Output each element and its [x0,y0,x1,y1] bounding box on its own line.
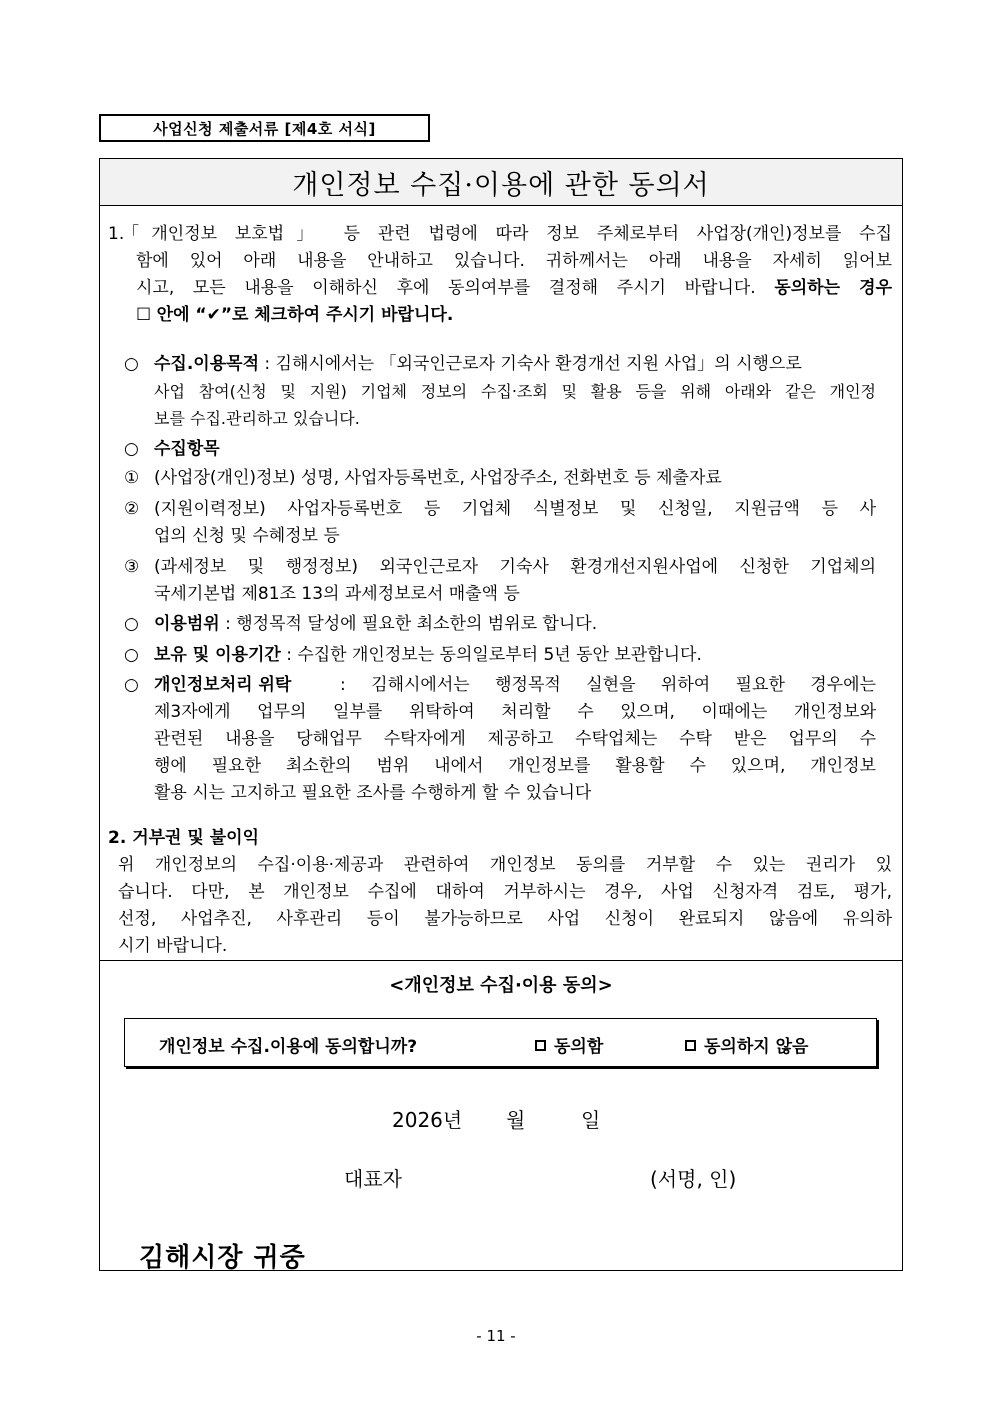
collect-item-1 [124,465,722,492]
intro-line-1: 「개인정보 보호법」 등 관련 법령에 따라 정보 주체로부터 사업장(개인)정보를 수집 [122,224,892,244]
collect-item-3-line-2: 국세기본법 제81조 13의 과세정보로서 매출액 등 [154,584,520,604]
intro-line-4 [136,302,453,329]
retention-label: 보유 및 이용기간 [154,645,281,665]
disagree-option[interactable] [685,1032,808,1057]
intro-line-3-bold: 동의하는 경우 [774,278,893,298]
date-month: 월 [506,1108,526,1132]
intro-line-4-bold: 안에 “✔”로 체크하여 주시기 바랍니다. [156,305,454,325]
outsource-line-2: 제3자에게 업무의 일부를 위탁하여 처리할 수 있으며, 이때에는 개인정보와 [154,702,876,722]
outsource-line-5: 활용 시는 고지하고 필요한 조사를 수행하게 할 수 있습니다 [154,783,592,803]
intro-line-2: 함에 있어 아래 내용을 안내하고 있습니다. 귀하께서는 아래 내용을 자세히 읽어보 [136,251,892,271]
collect-item-2-line-1: (지원이력정보) 사업자등록번호 등 기업체 식별정보 및 신청일, 지원금액 등 사 [154,499,876,519]
consent-question-box [124,1018,877,1067]
section2-line-3: 선정, 사업추진, 사후관리 등이 불가능하므로 사업 신청이 완료되지 않음에 유의하 [118,909,892,929]
collect-label: 수집항목 [154,439,220,459]
page-number: - 11 - [476,1327,516,1345]
circle-bullet: ○ [124,354,139,374]
addressee: 김해시장 귀중 [139,1243,306,1273]
outsource-line-4: 행에 필요한 최소한의 범위 내에서 개인정보를 활용할 수 있으며, 개인정보 [154,756,876,776]
circle-bullet: ○ [124,675,139,695]
collect-item-1-text: (사업장(개인)정보) 성명, 사업자등록번호, 사업장주소, 전화번호 등 제출자료 [154,468,722,488]
checkbox-symbol: ☐ [136,305,152,325]
section2-line-2: 습니다. 다만, 본 개인정보 수집에 대하여 거부하시는 경우, 사업 신청자격 검토, 평가, [118,882,892,902]
consent-form [99,158,903,1271]
consent-question: 개인정보 수집.이용에 동의합니까? [159,1037,418,1057]
agree-option[interactable] [535,1032,603,1057]
scope-label: 이용범위 [154,614,220,634]
number-mark-2: ② [124,499,140,519]
scope-text: : 행정목적 달성에 필요한 최소한의 범위로 합니다. [225,614,598,634]
number-mark-1: ① [124,468,140,488]
purpose-line-2: 사업 참여(신청 및 지원) 기업체 정보의 수집‧조회 및 활용 등을 위해 아래와 같은 개인정 [154,382,876,401]
agree-checkbox[interactable] [535,1040,546,1051]
scope-item [124,611,597,638]
collect-item-3 [124,554,154,581]
number-mark-3: ③ [124,557,140,577]
retention-item [124,642,702,669]
agree-label: 동의함 [554,1037,604,1057]
circle-bullet: ○ [124,645,139,665]
collect-heading [124,436,220,463]
consent-heading: <개인정보 수집·이용 동의> [389,975,613,996]
purpose-line-3: 보를 수집.관리하고 있습니다. [154,409,360,428]
outsource-line-1: : 김해시에서는 행정목적 실현을 위하여 필요한 경우에는 [340,675,876,695]
date-year: 2026년 [392,1108,463,1132]
collect-item-2 [124,496,154,523]
document-title: 개인정보 수집·이용에 관한 동의서 [100,159,902,206]
circle-bullet: ○ [124,614,139,634]
representative-label: 대표자 [344,1167,402,1191]
collect-item-2-line-2: 업의 신청 및 수혜정보 등 [154,526,340,546]
circle-bullet: ○ [124,439,139,459]
intro-line-3-plain: 시고, 모든 내용을 이해하신 후에 동의여부를 결정해 주시기 바랍니다. [136,278,756,298]
purpose-label: 수집.이용목적 [154,354,259,374]
section1-number: 1. [108,224,125,244]
section-divider [100,960,902,961]
retention-text: : 수집한 개인정보는 동의일로부터 5년 동안 보관합니다. [286,645,702,665]
section2-heading: 2. 거부권 및 불이익 [108,828,259,848]
section2-line-1: 위 개인정보의 수집·이용·제공과 관련하여 개인정보 동의를 거부할 수 있는 권리가 있 [118,855,892,875]
section2-line-4: 시기 바랍니다. [118,936,228,956]
collect-item-3-line-1: (과세정보 및 행정정보) 외국인근로자 기숙사 환경개선지원사업에 신청한 기업체의 [154,557,876,577]
purpose-line-1: : 김해시에서는 「외국인근로자 기숙사 환경개선 지원 사업」의 시행으로 [264,354,802,374]
purpose-item [124,351,802,378]
signature-seal: (서명, 인) [650,1167,737,1191]
intro-line-3 [136,275,892,302]
form-label: 사업신청 제출서류 [제4호 서식] [99,114,430,142]
outsource-line-3: 관련된 내용을 당해업무 수탁자에게 제공하고 수탁업체는 수탁 받은 업무의 수 [154,729,876,749]
disagree-label: 동의하지 않음 [704,1037,809,1057]
outsource-label: 개인정보처리 위탁 [154,675,292,695]
disagree-checkbox[interactable] [685,1040,696,1051]
date-day: 일 [581,1108,601,1132]
